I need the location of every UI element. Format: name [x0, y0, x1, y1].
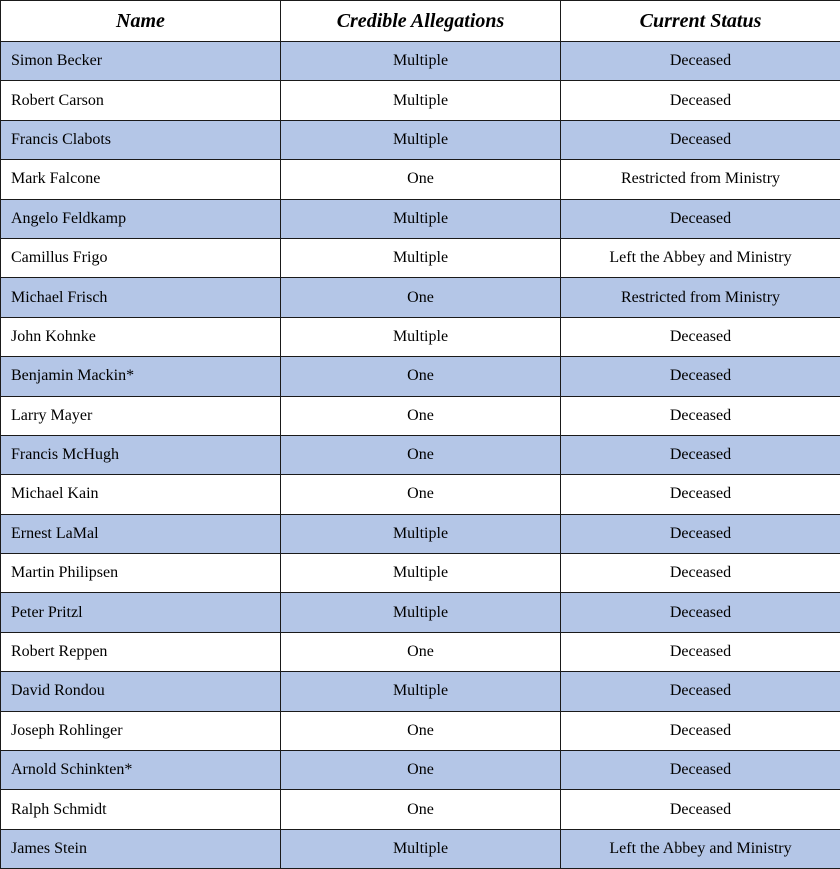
- cell-current-status: Restricted from Ministry: [561, 160, 840, 199]
- cell-current-status: Deceased: [561, 435, 840, 474]
- cell-current-status: Deceased: [561, 632, 840, 671]
- cell-credible-allegations: One: [281, 435, 561, 474]
- cell-current-status: Left the Abbey and Ministry: [561, 829, 840, 868]
- table-row: [1, 42, 840, 81]
- cell-name: John Kohnke: [1, 317, 281, 356]
- header-row: [1, 1, 840, 42]
- cell-name: Mark Falcone: [1, 160, 281, 199]
- cell-current-status: Deceased: [561, 81, 840, 120]
- cell-credible-allegations: One: [281, 278, 561, 317]
- cell-credible-allegations: Multiple: [281, 829, 561, 868]
- cell-current-status: Deceased: [561, 475, 840, 514]
- cell-credible-allegations: One: [281, 357, 561, 396]
- table-row: [1, 790, 840, 829]
- cell-current-status: Restricted from Ministry: [561, 278, 840, 317]
- table-row: [1, 475, 840, 514]
- table-row: [1, 829, 840, 868]
- table-row: [1, 435, 840, 474]
- table-row: [1, 396, 840, 435]
- cell-name: Joseph Rohlinger: [1, 711, 281, 750]
- cell-credible-allegations: One: [281, 711, 561, 750]
- cell-credible-allegations: Multiple: [281, 42, 561, 81]
- table-row: [1, 238, 840, 277]
- table-row: [1, 199, 840, 238]
- cell-name: Michael Kain: [1, 475, 281, 514]
- cell-current-status: Deceased: [561, 120, 840, 159]
- cell-current-status: Deceased: [561, 554, 840, 593]
- cell-current-status: Deceased: [561, 790, 840, 829]
- cell-name: Peter Pritzl: [1, 593, 281, 632]
- cell-current-status: Deceased: [561, 42, 840, 81]
- cell-credible-allegations: One: [281, 396, 561, 435]
- cell-credible-allegations: One: [281, 790, 561, 829]
- cell-name: Larry Mayer: [1, 396, 281, 435]
- cell-name: James Stein: [1, 829, 281, 868]
- cell-name: David Rondou: [1, 672, 281, 711]
- cell-current-status: Deceased: [561, 672, 840, 711]
- cell-current-status: Deceased: [561, 711, 840, 750]
- table-body: [1, 42, 840, 869]
- cell-credible-allegations: Multiple: [281, 120, 561, 159]
- cell-name: Ralph Schmidt: [1, 790, 281, 829]
- cell-current-status: Deceased: [561, 593, 840, 632]
- table-row: [1, 120, 840, 159]
- cell-name: Michael Frisch: [1, 278, 281, 317]
- cell-name: Angelo Feldkamp: [1, 199, 281, 238]
- cell-current-status: Deceased: [561, 514, 840, 553]
- cell-current-status: Deceased: [561, 199, 840, 238]
- table-row: [1, 81, 840, 120]
- cell-current-status: Deceased: [561, 357, 840, 396]
- cell-name: Benjamin Mackin*: [1, 357, 281, 396]
- table-row: [1, 751, 840, 790]
- cell-credible-allegations: Multiple: [281, 238, 561, 277]
- cell-current-status: Deceased: [561, 751, 840, 790]
- table-row: [1, 554, 840, 593]
- table-row: [1, 711, 840, 750]
- cell-credible-allegations: One: [281, 632, 561, 671]
- cell-name: Martin Philipsen: [1, 554, 281, 593]
- cell-name: Francis Clabots: [1, 120, 281, 159]
- table-row: [1, 672, 840, 711]
- cell-name: Francis McHugh: [1, 435, 281, 474]
- cell-name: Simon Becker: [1, 42, 281, 81]
- table-row: [1, 160, 840, 199]
- table-row: [1, 357, 840, 396]
- table-row: [1, 632, 840, 671]
- cell-credible-allegations: One: [281, 751, 561, 790]
- header-current-status: Current Status: [561, 1, 840, 42]
- table-row: [1, 278, 840, 317]
- cell-name: Camillus Frigo: [1, 238, 281, 277]
- cell-current-status: Deceased: [561, 317, 840, 356]
- table-row: [1, 317, 840, 356]
- cell-credible-allegations: One: [281, 160, 561, 199]
- header-credible-allegations: Credible Allegations: [281, 1, 561, 42]
- cell-credible-allegations: One: [281, 475, 561, 514]
- cell-credible-allegations: Multiple: [281, 672, 561, 711]
- table-row: [1, 514, 840, 553]
- cell-name: Robert Carson: [1, 81, 281, 120]
- cell-current-status: Left the Abbey and Ministry: [561, 238, 840, 277]
- table-header: [1, 1, 840, 42]
- cell-credible-allegations: Multiple: [281, 317, 561, 356]
- cell-credible-allegations: Multiple: [281, 81, 561, 120]
- table-row: [1, 593, 840, 632]
- cell-credible-allegations: Multiple: [281, 199, 561, 238]
- header-name: Name: [1, 1, 281, 42]
- cell-credible-allegations: Multiple: [281, 593, 561, 632]
- cell-name: Ernest LaMal: [1, 514, 281, 553]
- cell-current-status: Deceased: [561, 396, 840, 435]
- cell-credible-allegations: Multiple: [281, 514, 561, 553]
- cell-name: Robert Reppen: [1, 632, 281, 671]
- cell-name: Arnold Schinkten*: [1, 751, 281, 790]
- cell-credible-allegations: Multiple: [281, 554, 561, 593]
